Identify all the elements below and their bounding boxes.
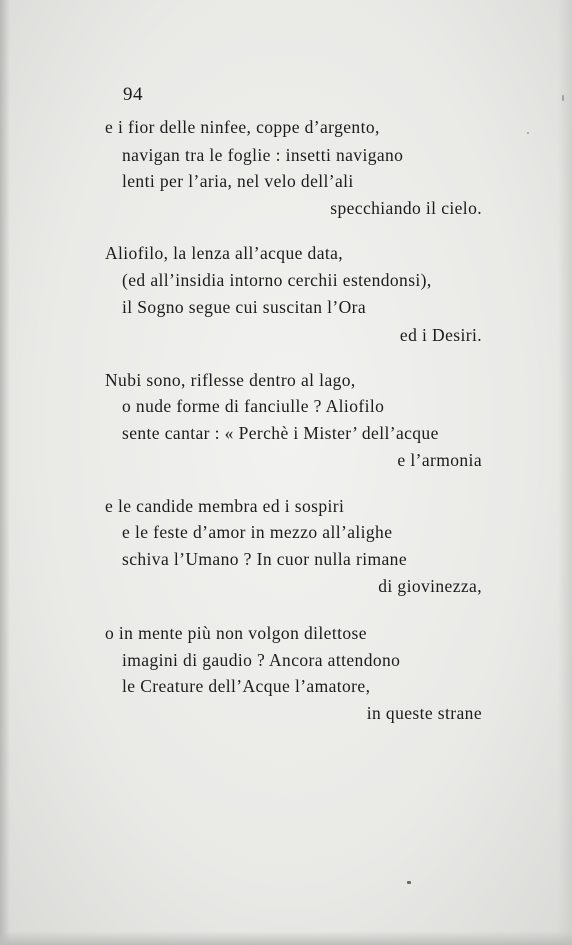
poem-line: in queste strane — [366, 703, 482, 723]
poem-line: ed i Desiri. — [399, 325, 482, 345]
ink-speck — [527, 132, 529, 134]
page-left-edge-shadow — [0, 0, 10, 945]
poem-line: (ed all’insidia intorno cerchii estendonsi), — [122, 270, 432, 290]
poem-line: sente cantar : « Perchè i Mister’ dell’acque — [122, 423, 439, 443]
page-right-edge-shadow — [558, 0, 572, 945]
ink-speck — [562, 95, 564, 101]
poem-line: navigan tra le foglie : insetti navigano — [122, 145, 404, 165]
poem-line: il Sogno segue cui suscitan l’Ora — [122, 297, 367, 317]
poem-line: Aliofilo, la lenza all’acque data, — [105, 243, 344, 263]
poem-line: o in mente più non volgon dilettose — [105, 623, 367, 643]
poem-line: specchiando il cielo. — [330, 198, 482, 218]
poem-line: e i fior delle ninfee, coppe d’argento, — [105, 117, 380, 137]
poem-line: e l’armonia — [397, 450, 482, 470]
poem-line: imagini di gaudio ? Ancora attendono — [122, 650, 401, 670]
poem-line: schiva l’Umano ? In cuor nulla rimane — [122, 549, 407, 569]
poem-line: o nude forme di fanciulle ? Aliofilo — [122, 396, 385, 416]
poem-line: di giovinezza, — [378, 576, 482, 596]
page-number: 94 — [123, 84, 143, 105]
poem-line: le Creature dell’Acque l’amatore, — [122, 676, 371, 696]
poem-line: e le candide membra ed i sospiri — [105, 496, 345, 516]
poem-line: Nubi sono, riflesse dentro al lago, — [105, 370, 356, 390]
page-bottom-edge-shadow — [0, 931, 572, 945]
poem-line: lenti per l’aria, nel velo dell’ali — [122, 171, 354, 191]
ink-speck — [407, 881, 411, 884]
poem-line: e le feste d’amor in mezzo all’alighe — [122, 522, 393, 542]
